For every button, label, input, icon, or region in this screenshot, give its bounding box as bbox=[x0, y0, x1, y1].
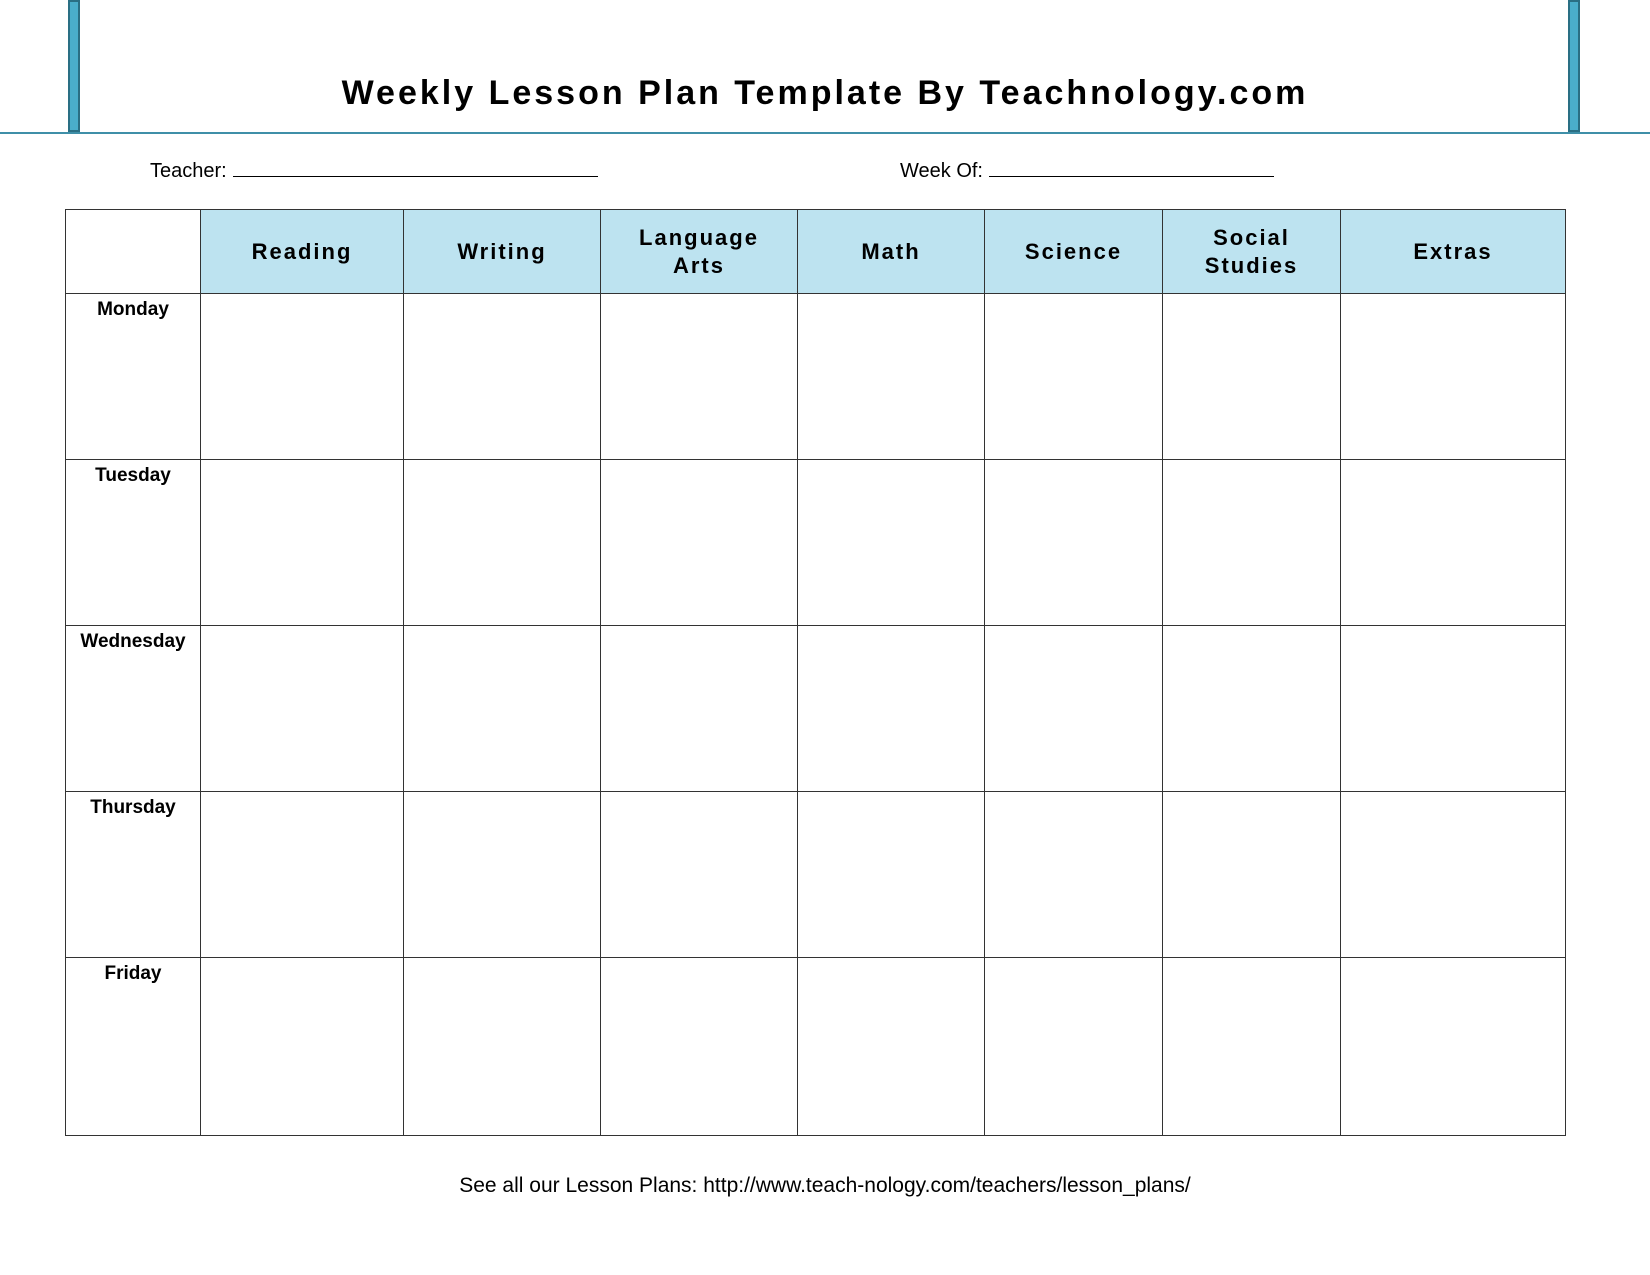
plan-cell[interactable] bbox=[798, 460, 985, 626]
plan-cell[interactable] bbox=[1341, 294, 1566, 460]
plan-cell[interactable] bbox=[1163, 792, 1341, 958]
subject-header-writing: Writing bbox=[404, 210, 601, 294]
day-label-friday: Friday bbox=[66, 958, 201, 1136]
lesson-plan-table bbox=[65, 209, 1566, 1136]
plan-cell[interactable] bbox=[985, 460, 1163, 626]
subject-header-row bbox=[66, 210, 1566, 294]
plan-cell[interactable] bbox=[1163, 294, 1341, 460]
plan-cell[interactable] bbox=[1163, 626, 1341, 792]
page-title: Weekly Lesson Plan Template By Teachnology.com bbox=[341, 74, 1309, 112]
plan-cell[interactable] bbox=[798, 958, 985, 1136]
subject-header-language-arts: Language Arts bbox=[601, 210, 798, 294]
plan-cell[interactable] bbox=[1341, 460, 1566, 626]
table-row-monday bbox=[66, 294, 1566, 460]
plan-cell[interactable] bbox=[201, 294, 404, 460]
plan-cell[interactable] bbox=[1341, 626, 1566, 792]
table-row-wednesday bbox=[66, 626, 1566, 792]
plan-cell[interactable] bbox=[798, 294, 985, 460]
table-row-tuesday bbox=[66, 460, 1566, 626]
plan-cell[interactable] bbox=[404, 294, 601, 460]
plan-cell[interactable] bbox=[985, 792, 1163, 958]
plan-cell[interactable] bbox=[1341, 958, 1566, 1136]
plan-cell[interactable] bbox=[404, 958, 601, 1136]
plan-cell[interactable] bbox=[985, 626, 1163, 792]
subject-header-science: Science bbox=[985, 210, 1163, 294]
subject-header-extras: Extras bbox=[1341, 210, 1566, 294]
week-of-blank-line[interactable] bbox=[989, 158, 1274, 177]
plan-cell[interactable] bbox=[404, 626, 601, 792]
plan-cell[interactable] bbox=[798, 792, 985, 958]
plan-cell[interactable] bbox=[601, 460, 798, 626]
plan-cell[interactable] bbox=[601, 958, 798, 1136]
plan-cell[interactable] bbox=[985, 294, 1163, 460]
footer-link-text[interactable]: See all our Lesson Plans: http://www.teach-nology.com/teachers/lesson_plans/ bbox=[459, 1174, 1191, 1197]
day-label-tuesday: Tuesday bbox=[66, 460, 201, 626]
plan-cell[interactable] bbox=[1341, 792, 1566, 958]
day-label-monday: Monday bbox=[66, 294, 201, 460]
plan-cell[interactable] bbox=[404, 460, 601, 626]
plan-cell[interactable] bbox=[201, 958, 404, 1136]
plan-cell[interactable] bbox=[601, 294, 798, 460]
corner-cell bbox=[66, 210, 201, 294]
plan-cell[interactable] bbox=[1163, 460, 1341, 626]
plan-cell[interactable] bbox=[601, 792, 798, 958]
plan-cell[interactable] bbox=[798, 626, 985, 792]
plan-cell[interactable] bbox=[201, 460, 404, 626]
header-rule bbox=[0, 132, 1650, 134]
day-label-wednesday: Wednesday bbox=[66, 626, 201, 792]
teacher-label: Teacher: bbox=[150, 160, 227, 182]
week-of-field[interactable] bbox=[900, 158, 1274, 183]
plan-cell[interactable] bbox=[1163, 958, 1341, 1136]
table-row-thursday bbox=[66, 792, 1566, 958]
subject-header-reading: Reading bbox=[201, 210, 404, 294]
teacher-blank-line[interactable] bbox=[233, 158, 598, 177]
week-of-label: Week Of: bbox=[900, 160, 983, 182]
subject-header-social-studies: Social Studies bbox=[1163, 210, 1341, 294]
plan-cell[interactable] bbox=[201, 626, 404, 792]
plan-cell[interactable] bbox=[201, 792, 404, 958]
day-label-thursday: Thursday bbox=[66, 792, 201, 958]
teacher-field[interactable] bbox=[150, 158, 598, 183]
plan-cell[interactable] bbox=[985, 958, 1163, 1136]
plan-cell[interactable] bbox=[601, 626, 798, 792]
subject-header-math: Math bbox=[798, 210, 985, 294]
table-row-friday bbox=[66, 958, 1566, 1136]
plan-cell[interactable] bbox=[404, 792, 601, 958]
